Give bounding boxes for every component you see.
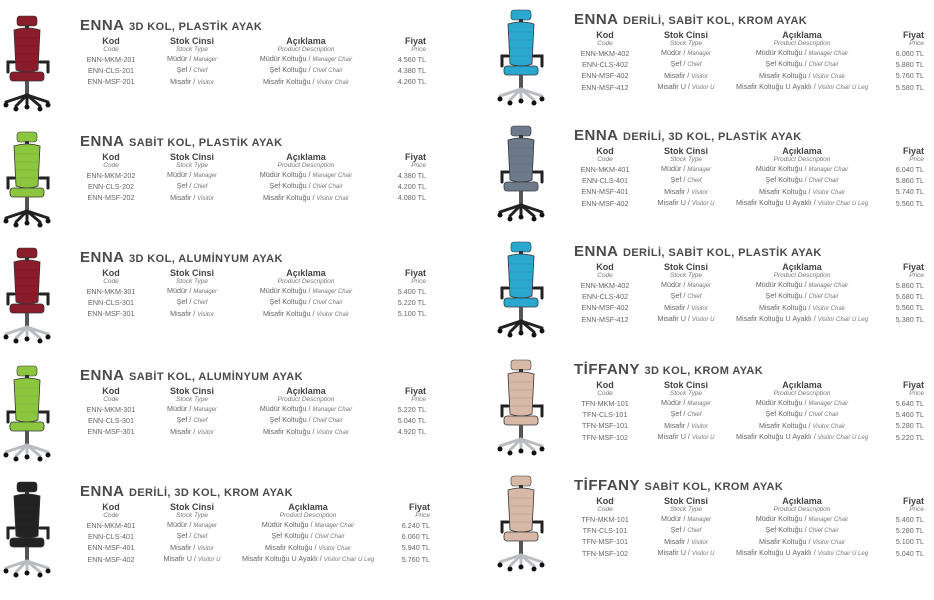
code-cell: TFN-MSF-101 [582,537,628,547]
stock-cell: Müdür / Manager [166,54,218,63]
code-cell: ENN-MSF-402 [87,554,135,564]
table-row [574,198,924,209]
code-cell: TFN-MSF-102 [582,432,628,442]
stock-cell: Misafir / Visitor [170,192,214,202]
header-stock: Stok Cinsi Stock Type [663,30,708,47]
price-cell: 5.100 TL [895,537,925,547]
table-header-row [574,262,924,280]
price-cell: 5.940 TL [401,543,431,553]
chair-image [494,124,554,224]
code-cell: ENN-MSF-201 [87,77,135,87]
table-row [574,314,924,325]
code-cell: ENN-MSF-301 [87,427,135,437]
header-stock: Stok Cinsi Stock Type [663,146,708,163]
table-row [574,82,924,93]
table-row [574,421,924,432]
header-desc: Açıklama Product Description [277,36,335,53]
price-table [574,30,924,94]
desc-cell: Müdür Koltuğu / Manager Chair [755,48,849,57]
product-block [494,474,934,589]
stock-cell: Misafir U / Visitor U [657,82,715,92]
code-cell: TFN-CLS-101 [582,525,628,535]
header-stock: Stok Cinsi Stock Type [169,502,214,519]
header-code: Kod Code [102,268,120,285]
desc-cell: Misafir Koltuğu / Visitor Chair [758,420,846,430]
stock-cell: Şef / Chief [176,415,208,425]
brand-name: ENNA [80,483,125,500]
desc-cell: Şef Koltuğu / Chief Chair [765,59,839,69]
stock-cell: Misafir U / Visitor U [657,548,715,558]
price-cell: 6.060 TL [401,531,431,541]
price-cell: 5.680 TL [895,291,925,301]
code-cell: ENN-MKM-202 [86,170,136,180]
stock-cell: Müdür / Manager [660,280,712,289]
header-desc: Açıklama Product Description [773,30,831,47]
header-desc: Açıklama Product Description [773,262,831,279]
header-price: Fiyat Price [903,30,925,47]
product-block [494,124,934,239]
chair-image [494,8,554,108]
header-desc: Açıklama Product Description [279,502,337,519]
price-cell: 5.100 TL [397,309,426,319]
table-row [574,48,924,59]
desc-cell: Müdür Koltuğu / Manager Chair [755,164,849,173]
code-cell: ENN-MSF-401 [87,543,135,553]
variant-name: 3D KOL, KROM AYAK [644,365,764,377]
header-stock: Stok Cinsi Stock Type [663,380,708,397]
table-row [574,537,924,548]
stock-cell: Misafir U / Visitor U [163,554,221,564]
price-cell: 5.740 TL [895,187,925,197]
price-cell: 5.460 TL [895,409,925,419]
chair-image [0,246,60,346]
header-stock: Stok Cinsi Stock Type [169,268,214,285]
brand-name: ENNA [574,243,619,260]
header-code: Kod Code [102,386,120,403]
price-cell: 5.380 TL [895,314,925,324]
table-row [574,71,924,82]
desc-cell: Misafir Koltuğu / Visitor Chair [262,76,350,86]
product-block [0,130,440,245]
table-row [574,548,924,559]
stock-cell: Misafir / Visitor [664,70,708,80]
code-cell: ENN-CLS-401 [582,175,628,185]
stock-cell: Şef / Chief [670,409,702,419]
stock-cell: Şef / Chief [176,531,208,541]
product-title [80,133,282,151]
desc-cell: Misafir Koltuğu / Visitor Chair [758,186,846,196]
stock-cell: Müdür / Manager [660,398,712,407]
desc-cell: Misafir Koltuğu / Visitor Chair [262,192,350,202]
header-price: Fiyat Price [404,152,426,169]
variant-name: DERİLİ, SABİT KOL, KROM AYAK [622,15,808,27]
code-cell: TFN-CLS-101 [582,409,628,419]
header-price: Fiyat Price [409,502,431,519]
stock-cell: Şef / Chief [670,291,702,301]
desc-cell: Müdür Koltuğu / Manager Chair [259,170,353,179]
price-cell: 6.240 TL [401,520,431,530]
variant-name: SABİT KOL, PLASTİK AYAK [128,137,283,149]
stock-cell: Müdür / Manager [660,48,712,57]
price-cell: 6.060 TL [895,48,925,58]
desc-cell: Misafir Koltuğu / Visitor Chair [758,536,846,546]
stock-cell: Misafir / Visitor [170,308,214,318]
product-title [574,127,802,145]
stock-cell: Misafir / Visitor [170,426,214,436]
header-price: Fiyat Price [903,146,925,163]
price-cell: 5.860 TL [895,280,925,290]
brand-name: ENNA [574,127,619,144]
variant-name: 3D KOL, PLASTİK AYAK [128,21,263,33]
code-cell: TFN-MSF-101 [582,421,628,431]
code-cell: ENN-MKM-201 [86,54,136,64]
table-row [574,280,924,291]
price-cell: 4.560 TL [397,54,426,64]
brand-name: TİFFANY [574,361,640,378]
product-block [494,358,934,473]
desc-cell: Şef Koltuğu / Chief Chair [269,181,343,191]
table-row [80,286,426,297]
code-cell: ENN-MKM-402 [580,48,630,58]
price-cell: 5.860 TL [895,175,925,185]
header-price: Fiyat Price [404,36,426,53]
chair-image [494,358,554,458]
product-title [574,243,822,261]
price-table [80,152,426,204]
table-header-row [80,152,426,170]
variant-name: 3D KOL, ALUMİNYUM AYAK [128,253,283,265]
desc-cell: Müdür Koltuğu / Manager Chair [259,54,353,63]
table-row [574,303,924,314]
price-cell: 5.040 TL [895,548,925,558]
stock-cell: Misafir / Visitor [664,186,708,196]
table-row [574,409,924,420]
price-table [80,502,430,566]
table-header-row [574,496,924,514]
header-desc: Açıklama Product Description [773,496,831,513]
desc-cell: Misafir Koltuğu U Ayaklı / Visitor Chair U Leg [736,548,869,558]
desc-cell: Şef Koltuğu / Chief Chair [269,65,343,75]
header-code: Kod Code [102,152,120,169]
price-cell: 4.200 TL [397,181,426,191]
code-cell: ENN-MSF-301 [87,309,135,319]
stock-cell: Şef / Chief [176,65,208,75]
price-cell: 4.380 TL [397,65,426,75]
code-cell: TFN-MKM-101 [581,514,629,524]
product-block [0,14,440,129]
desc-cell: Müdür Koltuğu / Manager Chair [259,404,353,413]
stock-cell: Misafir / Visitor [664,420,708,430]
brand-name: ENNA [80,133,125,150]
desc-cell: Müdür Koltuğu / Manager Chair [261,520,355,529]
table-row [574,398,924,409]
desc-cell: Şef Koltuğu / Chief Chair [765,175,839,185]
stock-cell: Şef / Chief [670,525,702,535]
table-header-row [80,386,426,404]
table-header-row [80,36,426,54]
code-cell: ENN-MKM-402 [580,280,630,290]
brand-name: ENNA [80,17,125,34]
price-table [80,36,426,88]
stock-cell: Müdür / Manager [166,520,218,529]
variant-name: SABİT KOL, KROM AYAK [644,481,784,493]
table-row [80,181,426,192]
desc-cell: Şef Koltuğu / Chief Chair [269,297,343,307]
code-cell: ENN-CLS-301 [88,297,134,307]
table-header-row [574,146,924,164]
stock-cell: Müdür / Manager [660,164,712,173]
chair-image [0,480,60,580]
table-row [574,525,924,536]
brand-name: TİFFANY [574,477,640,494]
code-cell: ENN-CLS-202 [88,181,134,191]
product-block [0,480,440,595]
header-desc: Açıklama Product Description [277,152,335,169]
desc-cell: Müdür Koltuğu / Manager Chair [755,280,849,289]
desc-cell: Şef Koltuğu / Chief Chair [271,531,345,541]
price-cell: 5.760 TL [895,71,925,81]
chair-image [494,474,554,574]
price-cell: 5.560 TL [895,303,925,313]
price-cell: 4.380 TL [397,170,426,180]
header-desc: Açıklama Product Description [773,380,831,397]
price-cell: 5.220 TL [397,404,426,414]
table-row [80,554,430,565]
brand-name: ENNA [574,11,619,28]
brand-name: ENNA [80,249,125,266]
table-header-row [80,502,430,520]
price-table [574,496,924,560]
code-cell: ENN-CLS-402 [582,59,628,69]
header-price: Fiyat Price [903,496,925,513]
table-row [80,54,426,65]
table-row [80,520,430,531]
price-table [574,262,924,326]
desc-cell: Müdür Koltuğu / Manager Chair [755,398,849,407]
product-title [80,483,293,501]
table-row [574,291,924,302]
product-title [80,367,303,385]
table-row [80,427,426,438]
header-price: Fiyat Price [903,380,925,397]
table-row [80,415,426,426]
table-row [80,65,426,76]
code-cell: ENN-MSF-412 [581,314,629,324]
desc-cell: Şef Koltuğu / Chief Chair [765,409,839,419]
price-table [80,386,426,438]
stock-cell: Misafir U / Visitor U [657,314,715,324]
code-cell: ENN-CLS-301 [88,415,134,425]
stock-cell: Misafir / Visitor [170,542,214,552]
price-cell: 6.040 TL [895,164,925,174]
price-cell: 5.220 TL [895,432,925,442]
chair-image [0,364,60,464]
table-row [574,59,924,70]
table-row [574,514,924,525]
header-price: Fiyat Price [903,262,925,279]
product-title [574,477,783,495]
desc-cell: Misafir Koltuğu / Visitor Chair [262,426,350,436]
code-cell: ENN-CLS-201 [88,65,134,75]
variant-name: SABİT KOL, ALUMİNYUM AYAK [128,371,303,383]
stock-cell: Şef / Chief [670,59,702,69]
table-row [80,404,426,415]
product-title [574,361,763,379]
code-cell: TFN-MKM-101 [581,398,629,408]
price-cell: 5.280 TL [895,421,925,431]
product-block [494,8,934,123]
price-cell: 5.400 TL [397,286,426,296]
header-stock: Stok Cinsi Stock Type [663,262,708,279]
code-cell: ENN-MKM-401 [86,520,136,530]
chair-image [0,14,60,114]
stock-cell: Misafir / Visitor [664,302,708,312]
stock-cell: Şef / Chief [670,175,702,185]
code-cell: ENN-MSF-402 [581,198,629,208]
product-block [0,246,440,361]
header-stock: Stok Cinsi Stock Type [663,496,708,513]
header-price: Fiyat Price [404,268,426,285]
table-row [80,531,430,542]
price-cell: 5.220 TL [397,297,426,307]
code-cell: ENN-MSF-202 [87,193,135,203]
variant-name: DERİLİ, SABİT KOL, PLASTİK AYAK [622,247,822,259]
price-cell: 5.040 TL [397,415,426,425]
chair-image [494,240,554,340]
desc-cell: Misafir Koltuğu U Ayaklı / Visitor Chair U Leg [242,554,375,564]
header-price: Fiyat Price [404,386,426,403]
desc-cell: Misafir Koltuğu U Ayaklı / Visitor Chair U Leg [736,432,869,442]
code-cell: ENN-MKM-301 [86,404,136,414]
price-table [574,146,924,210]
code-cell: ENN-MKM-301 [86,286,136,296]
desc-cell: Müdür Koltuğu / Manager Chair [755,514,849,523]
desc-cell: Misafir Koltuğu / Visitor Chair [264,542,352,552]
price-cell: 5.640 TL [895,398,925,408]
variant-name: DERİLİ, 3D KOL, KROM AYAK [128,487,293,499]
table-header-row [80,268,426,286]
header-code: Kod Code [596,380,614,397]
code-cell: ENN-CLS-401 [88,531,134,541]
price-cell: 4.080 TL [397,193,426,203]
code-cell: ENN-MSF-402 [581,71,629,81]
header-stock: Stok Cinsi Stock Type [169,152,214,169]
price-cell: 4.920 TL [397,427,426,437]
desc-cell: Şef Koltuğu / Chief Chair [765,291,839,301]
stock-cell: Müdür / Manager [166,404,218,413]
code-cell: ENN-MSF-401 [581,187,629,197]
stock-cell: Misafir U / Visitor U [657,432,715,442]
table-row [80,543,430,554]
header-stock: Stok Cinsi Stock Type [169,386,214,403]
table-row [574,175,924,186]
price-cell: 5.560 TL [895,198,925,208]
desc-cell: Şef Koltuğu / Chief Chair [269,415,343,425]
stock-cell: Misafir U / Visitor U [657,198,715,208]
price-cell: 4.260 TL [397,77,426,87]
table-header-row [574,30,924,48]
header-desc: Açıklama Product Description [277,268,335,285]
desc-cell: Müdür Koltuğu / Manager Chair [259,286,353,295]
stock-cell: Müdür / Manager [166,286,218,295]
product-title [80,17,262,35]
table-row [574,432,924,443]
code-cell: TFN-MSF-102 [582,548,628,558]
table-row [80,309,426,320]
table-row [574,164,924,175]
desc-cell: Misafir Koltuğu U Ayaklı / Visitor Chair U Leg [736,314,869,324]
stock-cell: Şef / Chief [176,181,208,191]
product-block [0,364,440,479]
price-cell: 5.760 TL [401,554,431,564]
stock-cell: Misafir / Visitor [664,536,708,546]
price-cell: 5.280 TL [895,525,925,535]
price-cell: 5.580 TL [895,82,925,92]
price-table [80,268,426,320]
desc-cell: Misafir Koltuğu U Ayaklı / Visitor Chair U Leg [736,198,869,208]
stock-cell: Müdür / Manager [166,170,218,179]
variant-name: DERİLİ, 3D KOL, PLASTİK AYAK [622,131,802,143]
code-cell: ENN-MKM-401 [580,164,630,174]
code-cell: ENN-MSF-412 [581,82,629,92]
table-row [574,187,924,198]
table-row [80,170,426,181]
stock-cell: Müdür / Manager [660,514,712,523]
table-row [80,297,426,308]
code-cell: ENN-MSF-402 [581,303,629,313]
brand-name: ENNA [80,367,125,384]
code-cell: ENN-CLS-402 [582,291,628,301]
price-table [574,380,924,444]
desc-cell: Misafir Koltuğu U Ayaklı / Visitor Chair U Leg [736,82,869,92]
price-cell: 5.460 TL [895,514,925,524]
header-code: Kod Code [102,36,120,53]
header-code: Kod Code [596,262,614,279]
desc-cell: Misafir Koltuğu / Visitor Chair [758,302,846,312]
header-desc: Açıklama Product Description [773,146,831,163]
chair-image [0,130,60,230]
header-code: Kod Code [102,502,120,519]
desc-cell: Misafir Koltuğu / Visitor Chair [758,70,846,80]
stock-cell: Misafir / Visitor [170,76,214,86]
product-title [574,11,807,29]
table-row [80,193,426,204]
header-code: Kod Code [596,496,614,513]
stock-cell: Şef / Chief [176,297,208,307]
table-header-row [574,380,924,398]
header-code: Kod Code [596,30,614,47]
header-code: Kod Code [596,146,614,163]
header-stock: Stok Cinsi Stock Type [169,36,214,53]
product-title [80,249,283,267]
product-block [494,240,934,355]
desc-cell: Şef Koltuğu / Chief Chair [765,525,839,535]
header-desc: Açıklama Product Description [277,386,335,403]
price-cell: 5.880 TL [895,59,925,69]
desc-cell: Misafir Koltuğu / Visitor Chair [262,308,350,318]
table-row [80,77,426,88]
